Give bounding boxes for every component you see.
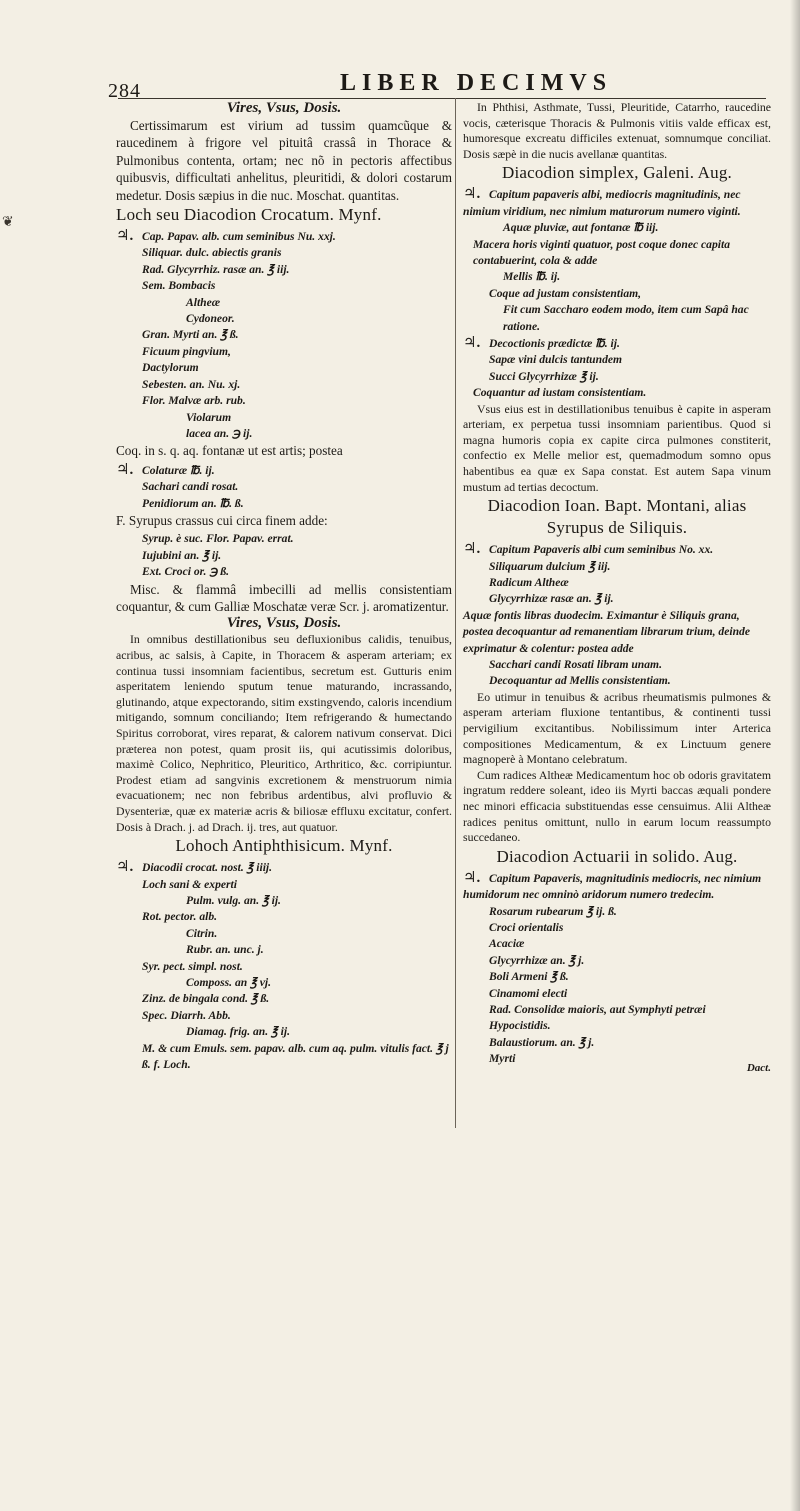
recipe-line: Glycyrrhizæ an. ℥ j.: [489, 953, 585, 967]
recipe-line: Iujubini an. ℥ ij.: [142, 548, 222, 562]
recipe-line: Capitum papaveris albi, mediocris magnitudinis, nec nimium viridium, nec nimium maturorum numero viginti.: [463, 188, 741, 218]
recipe-line: Zinz. de bingala cond. ℥ ß.: [142, 992, 270, 1006]
recipe-syrup-additions: [116, 531, 452, 580]
recipe-line: Pulm. vulg. an. ℥ ij.: [186, 893, 281, 907]
paragraph-vires-1: Certissimarum est virium ad tussim quamcũque & raucedinem à frigore vel pituitâ crassâ in Thorace & Pulmonibus contenta, ortam; nec nõ in pectoris affectibus quibusvis, difficultati anhelitus, pleuritidi, & dolori costarum medetur. Dosis sæpius in die nuc. Moschat. quantitas.: [116, 118, 452, 203]
recipe-line: Diacodii crocat. nost. ℥ iiij.: [142, 861, 273, 875]
recipe-line: Fit cum Saccharo eodem modo, item cum Sapâ hac ratione.: [503, 303, 749, 333]
paragraph-phthisi: In Phthisi, Asthmate, Tussi, Pleuritide, Catarrho, raucedine vocis, cæterisque Thoracis & Pulmonis vitiis valde efficax est, humoresque excreatu difficiles extenuat, somnumque conciliat. Dosis sæpè in die nucis avellanæ quantitas.: [463, 100, 771, 161]
left-column: [116, 100, 452, 1073]
recipe-line: Coque ad justam consistentiam,: [489, 286, 642, 300]
recipe-line: Mellis ℔. ij.: [503, 270, 561, 284]
recipe-line: Ext. Croci or. ℈ ß.: [142, 565, 230, 579]
running-head: LIBER DECIMVS: [340, 70, 613, 96]
section-title-diacodion-crocatum: Loch seu Diacodion Crocatum. Mynf.: [116, 205, 382, 225]
recipe-line: Syrup. è suc. Flor. Papav. errat.: [142, 532, 294, 546]
recipe-line: lacea an. ℈ ij.: [186, 426, 253, 440]
recipe-line: Dactylorum: [142, 361, 199, 375]
recipe-line: Sebesten. an. Nu. xj.: [142, 377, 241, 391]
recipe-line: Aquæ fontis libras duodecim. Eximantur è Siliquis grana, postea decoquantur ad remanentiam librarum trium, deinde exprimatur & colentur: postea adde: [463, 608, 750, 655]
recipe-line: Citrin.: [186, 926, 218, 940]
recipe-line: Capitum Papaveris albi cum seminibus No. xx.: [489, 543, 714, 557]
paragraph-vsus: Vsus eius est in destillationibus tenuibus è capite in asperam arteriam, ex perpetua tussi insomniam parientibus. Quod si magna humoris copia ex capite circa pulmones constiterit, confectio ex Melle melior est, quemadmodum somno opus habentibus ea quæ ex Sapa constat. Est autem Sapa vinum mustum ad tertias decoctum.: [463, 401, 771, 494]
recipe-line: Sachari candi rosat.: [142, 480, 239, 494]
recipe-line: Macera horis viginti quatuor, post coque donec capita contabuerint, cola & adde: [473, 237, 731, 267]
recipe-line: Sem. Bombacis: [142, 279, 216, 293]
recipe-line: Succi Glycyrrhizæ ℥ ij.: [489, 369, 599, 383]
recipe-symbol-icon: ♃.: [463, 541, 481, 558]
recipe-line: Gran. Myrti an. ℥ ß.: [142, 328, 239, 342]
recipe-line: Cap. Papav. alb. cum seminibus Nu. xxj.: [142, 230, 336, 244]
recipe-line: Glycyrrhizæ rasæ an. ℥ ij.: [489, 592, 614, 606]
recipe-colatura: [116, 462, 452, 512]
section-title-diacodion-simplex: Diacodion simplex, Galeni. Aug.: [502, 163, 732, 183]
recipe-line: Decoquantur ad Mellis consistentiam.: [489, 674, 671, 688]
recipe-line: Radicum Altheæ: [489, 576, 569, 590]
recipe-lohoch-antiphthisicum: [116, 859, 452, 1073]
recipe-line: Rosarum rubearum ℥ ij. ß.: [489, 904, 617, 918]
recipe-line: Diamag. frig. an. ℥ ij.: [186, 1025, 290, 1039]
recipe-line: Composs. an ℥ vj.: [186, 975, 271, 989]
recipe-line: M. & cum Emuls. sem. papav. alb. cum aq. pulm. vitulis fact. ℥ j ß. f. Loch.: [142, 1041, 449, 1071]
page-number: 284: [108, 80, 141, 102]
recipe-line: Coquantur ad iustam consistentiam.: [473, 386, 647, 400]
recipe-line: Violarum: [186, 410, 232, 424]
recipe-diacodion-actuarii: [463, 870, 771, 1068]
recipe-line: Ficuum pingvium,: [142, 344, 231, 358]
recipe-line: Sapæ vini dulcis tantundem: [489, 353, 623, 367]
recipe-line: Boli Armeni ℥ ß.: [489, 970, 569, 984]
recipe-symbol-icon: ♃.: [463, 186, 481, 203]
paragraph-vires-2: In omnibus destillationibus seu defluxionibus calidis, tenuibus, acribus, ac salsis, à Capite, in Thoracem & asperam arteriam; ex continua tussi insomniam facientibus, secretum est. Gutturis enim asperitatem leniendo sputum tenue maturando, incrassando, glutinando, atque expectorando, sitim exstingvendo, caloris incendium mitigando, somnum conciliando; Item refrigerando & humectando Spiritus corroborat, vires reparat, & calorem nativum conservat. Dici præterea non potest, quam prosit iis, qui acutissimis doloribus, maximè Colico, Nephritico, Pleuritico, Arthritico, &c. corripiuntur. Prodest etiam ad sangvinis excretionem & menstruorum nimia evacuationem; nec non febribus ardentibus, alvi profluvio & Dysenteriæ, quæ ex materiæ acris & biliosæ effluxu excitatur, confert. Dosis à Drach. j. ad Drach. ij. tres, aut quatuor.: [116, 632, 452, 834]
recipe-diacodion-crocatum: [116, 228, 452, 442]
recipe-line: Rad. Consolidæ maioris, aut Symphyti petræi: [489, 1003, 706, 1017]
recipe-line: Hypocistidis.: [489, 1019, 551, 1033]
recipe-line: Rot. pector. alb.: [142, 910, 218, 924]
recipe-line: Syr. pect. simpl. nost.: [142, 959, 243, 973]
recipe-line: Loch sani & experti: [142, 877, 238, 891]
subhead-vires-2: Vires, Vsus, Dosis.: [226, 615, 342, 632]
recipe-diacodion-simplex: [463, 186, 771, 401]
section-title-lohoch-antiphthisicum: Lohoch Antiphthisicum. Mynf.: [175, 836, 393, 856]
recipe-line: Myrti: [489, 1052, 516, 1066]
syrup-line: F. Syrupus crassus cui circa finem adde:: [116, 512, 328, 528]
catchword: Dact.: [746, 1061, 771, 1074]
recipe-line: Rubr. an. unc. j.: [186, 943, 264, 957]
recipe-symbol-icon: ♃.: [116, 228, 134, 245]
recipe-line: Flor. Malvæ arb. rub.: [142, 394, 246, 408]
recipe-line: Capitum Papaveris, magnitudinis mediocris, nec nimium humidorum nec omninò aridorum numero tredecim.: [463, 871, 762, 902]
recipe-line: Decoctionis prædictæ ℔. ij.: [489, 337, 620, 351]
recipe-syrupus-de-siliquis: [463, 541, 771, 690]
recipe-line: Siliquar. dulc. abiectis granis: [142, 246, 282, 260]
header-rule: [118, 98, 766, 99]
page-fold-shadow: [790, 0, 800, 1511]
recipe-line: Sacchari candi Rosati libram unam.: [489, 658, 662, 672]
section-title-diacodion-actuarii: Diacodion Actuarii in solido. Aug.: [496, 846, 738, 866]
paragraph-eo-utimur: Eo utimur in tenuibus & acribus rheumatismis pulmones & asperam arteriam fluxione tentantibus, & continenti tussi pervigilium excitantibus. Nobilissimum inter Arterica compositiones Medicamentum, & ex Linctuum genere magnoperè à Montano celebratum.: [463, 689, 771, 767]
recipe-line: Croci orientalis: [489, 921, 564, 935]
recipe-line: Aquæ pluviæ, aut fontanæ ℔ iij.: [503, 221, 659, 235]
paragraph-cum-radices: Cum radices Altheæ Medicamentum hoc ob odoris gravitatem ingratum reddere soleant, ideo iis Myrti baccas æquali pondere nec minori efficacia substituendas esse censuimus. Alii Altheæ radices penitus omittunt, nullo in earum locum reassumpto succedaneo.: [463, 767, 771, 845]
coquatur-line: Coq. in s. q. aq. fontanæ ut est artis; postea: [116, 443, 343, 459]
subhead-vires-1: Vires, Vsus, Dosis.: [226, 100, 342, 116]
recipe-line: Cydoneor.: [186, 312, 235, 326]
recipe-line: Rad. Glycyrrhiz. rasæ an. ℥ iij.: [142, 262, 290, 276]
recipe-symbol-icon: ♃.: [116, 461, 134, 478]
recipe-line: Altheæ: [186, 295, 221, 309]
right-column: [463, 100, 771, 1074]
section-title-diacodion-montani: Diacodion Ioan. Bapt. Montani, alias Syrupus de Siliquis.: [487, 496, 747, 538]
recipe-line: Colaturæ ℔. ij.: [142, 463, 215, 477]
column-divider: [455, 98, 456, 1128]
recipe-symbol-icon: ♃.: [116, 859, 134, 876]
paragraph-misce: Misc. & flammâ imbecilli ad mellis consistentiam coquantur, & cum Galliæ Moschatæ veræ Scr. j. aromatizentur.: [116, 581, 452, 614]
recipe-line: Spec. Diarrh. Abb.: [142, 1008, 231, 1022]
recipe-line: Siliquarum dulcium ℥ iij.: [489, 559, 611, 573]
recipe-line: Cinamomi electi: [489, 986, 568, 1000]
recipe-line: Penidiorum an. ℔. ß.: [142, 496, 244, 510]
recipe-symbol-icon: ♃.: [463, 869, 481, 886]
recipe-line: Balaustiorum. an. ℥ j.: [489, 1035, 595, 1049]
recipe-line: Acaciæ: [489, 937, 525, 951]
recipe-symbol-icon: ♃.: [463, 335, 481, 352]
margin-ornament-icon: ❦: [2, 215, 14, 230]
